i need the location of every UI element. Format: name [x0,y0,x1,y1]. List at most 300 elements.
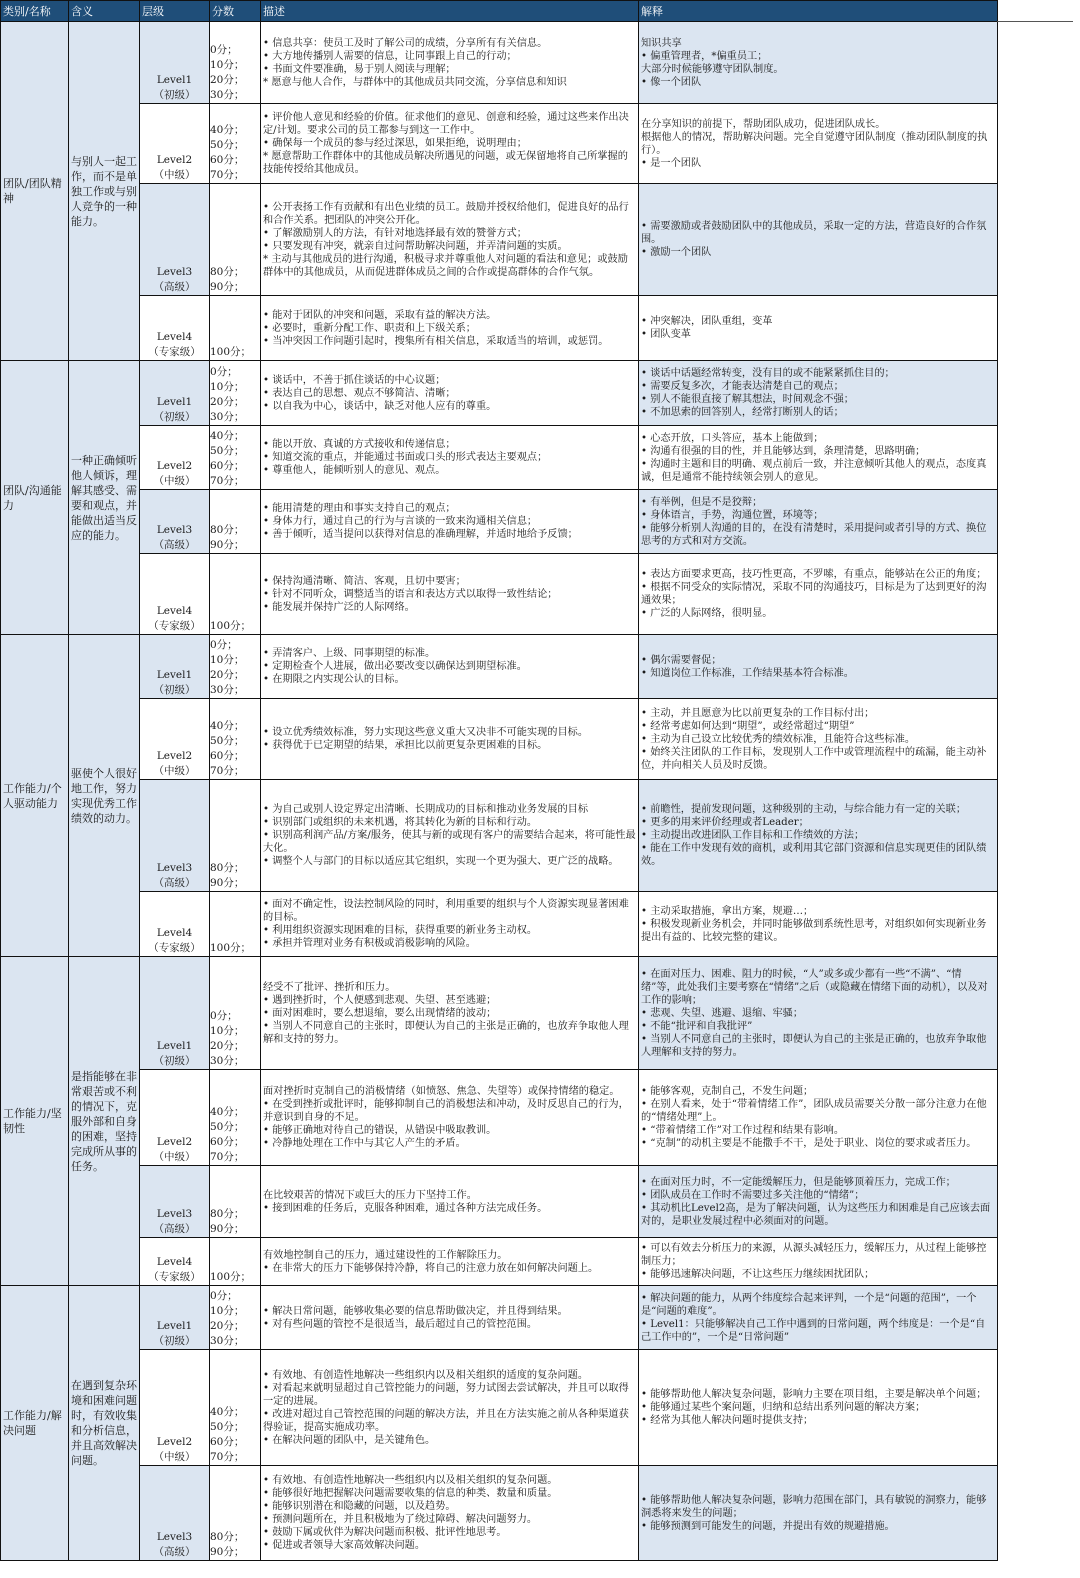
explanation-item: • 悲观、失望、逃避、退缩、牢骚； [641,1007,804,1019]
level-grade: （高级） [153,877,196,889]
description-item: • 对有些问题的管控不是很适当，最后超过自己的管控范围。 [263,1318,538,1330]
description-item: • 了解激励别人的方法，有针对地选择最有效的赞誉方式； [263,227,527,239]
description-item: • 善于倾听，适当提问以获得对信息的准确理解，并适时地给予反馈； [263,529,578,540]
explanation-cell [639,184,998,296]
explanation-cell [639,635,998,699]
score-value: 70分； [210,1451,245,1463]
score-value: 20分； [210,74,245,86]
score-value: 60分； [210,154,245,166]
score-value: 40分； [210,1106,245,1118]
explanation-item: • 别人不能很直接了解其想法，时间观念不强； [641,394,854,405]
explanation-item: • 能够迅速解决问题，不让这些压力继续困扰团队； [641,1269,875,1280]
description-cell [261,184,639,296]
table-row [1,296,998,361]
explanation-cell [639,361,998,426]
description-item: * 愿意与他人合作，与群体中的其他成员共同交流，分享信息和知识 [263,76,567,88]
level-cell [140,1350,210,1466]
description-item: • 能够正确地对待自己的错误，从错误中吸取教训。 [263,1125,497,1136]
category-name: 工作能力/坚韧性 [1,957,69,1286]
description-item: • 知道交流的重点，并能通过书面或口头的形式表达主要观点； [263,452,548,463]
explanation-item: • 当别人不同意自己的主张时，即便认为自己的主张是正确的，也放弃争取他人理解和支持的努力。 [641,1033,987,1058]
description-item: • 为自己或别人设定界定出清晰、长期成功的目标和推动业务发展的目标 [263,804,589,815]
score-value: 0分； [210,1290,238,1302]
description-item: • 当冲突因工作问题引起时，搜集所有相关信息，采取适当的培训，或惩罚。 [263,335,609,347]
level-grade: （中级） [153,169,196,181]
description-cell [261,22,639,104]
explanation-item: • 其动机比Level2高，是为了解决问题，认为这些压力和困难是自己应该去面对的，是职业发展过程中必须面对的问题。 [641,1202,991,1227]
level-cell [140,1238,210,1286]
table-row [1,361,998,426]
category-definition: 是指能够在非常艰苦或不利的情况下，克服外部和自身的困难，坚持完成所从事的任务。 [69,957,140,1286]
score-value: 50分； [210,735,245,747]
description-item: • 尊重他人，能倾听别人的意见、观点。 [263,465,446,476]
score-value: 10分； [210,381,245,393]
explanation-item: • 在面对压力、困难、阻力的时候，“人”或多或少都有一些“不满”、“情绪”等，此处我们主要考察在“情绪”之后（或隐藏在情绪下面的动机），以及对工作的影响； [641,968,988,1006]
explanation-item: • 广泛的人际网络，很明显。 [641,608,773,619]
table-row [1,1166,998,1238]
header-extension-line [997,21,1073,22]
description-item: • 大方地传播别人需要的信息，让同事跟上自己的行动； [263,50,517,62]
explanation-cell [639,892,998,957]
level-name: Level3 [156,1208,193,1220]
score-value: 30分； [210,411,245,423]
level-name: Level1 [156,669,193,681]
level-name: Level4 [156,605,193,617]
category-definition: 一种正确倾听他人倾诉，理解其感受、需要和观点，并能做出适当反应的能力。 [69,361,140,635]
description-item: • 面对困难时，要么想退缩，要么出现情绪的波动； [263,1007,497,1019]
explanation-item: • “带着情绪工作”对工作过程和结果有影响。 [641,1125,845,1136]
explanation-item: • 前瞻性，提前发现问题，这种级别的主动，与综合能力有一定的关联； [641,804,967,815]
explanation-cell [639,1238,998,1286]
description-item: • 在受到挫折或批评时，能够抑制自己的消极想法和冲动，及时反思自己的行为，并意识到自身的不足。 [263,1099,629,1123]
score-value: 60分； [210,1136,245,1148]
score-cell [210,699,261,780]
category-definition: 在遇到复杂环境和困难问题时，有效收集和分析信息，并且高效解决问题。 [69,1286,140,1561]
description-item: • 促进或者领导大家高效解决问题。 [263,1540,426,1551]
explanation-cell [639,1466,998,1561]
level-grade: （专家级） [148,942,201,954]
score-cell [210,554,261,635]
level-grade: （专家级） [148,1271,201,1283]
score-value: 90分； [210,1546,245,1558]
explanation-item: 大部分时候能够遵守团队制度。 [641,63,784,75]
description-item: * 主动与其他成员的进行沟通，积极寻求并尊重他人对问题的看法和意见；或鼓励 群体中的其他成员，从而促进群体成员之间的合作或提高群体的合作气氛。 [263,253,628,278]
score-value: 20分； [210,1320,245,1332]
level-cell [140,490,210,554]
explanation-item: • 沟通有很强的目的性，并且能够达到，条理清楚，思路明确； [641,445,926,457]
score-value: 50分； [210,1421,245,1433]
description-item: • 保持沟通清晰、简洁、客观，且切中要害； [263,575,466,587]
description-item: • 设立优秀绩效标准，努力实现这些意义重大又决非不可能实现的目标。 [263,727,589,738]
explanation-item: • 身体语言，手势，沟通位置，环境等； [641,509,824,521]
level-cell [140,1466,210,1561]
score-value: 70分； [210,1151,245,1163]
table-row [1,1070,998,1166]
description-item: 在比较艰苦的情况下或巨大的压力下坚持工作。 [263,1189,477,1201]
description-item: • 接到困难的任务后，克服各种困难，通过各种方法完成任务。 [263,1202,548,1214]
explanation-item: • 像一个团队 [641,76,702,88]
explanation-cell [639,957,998,1070]
score-value: 90分； [210,877,245,889]
level-grade: （高级） [153,539,196,551]
explanation-cell [639,1070,998,1166]
explanation-item: • 解决问题的能力，从两个纬度综合起来评判，一个是“问题的范围”，一个是“问题的难度”。 [641,1292,977,1317]
score-cell [210,1466,261,1561]
description-item: • 确保每一个成员的参与经过深思，如果拒绝，说明理由； [263,138,527,149]
score-value: 90分； [210,281,245,293]
description-cell [261,892,639,957]
description-item: • 解决日常问题，能够收集必要的信息帮助做决定，并且得到结果。 [263,1305,568,1317]
level-name: Level4 [156,927,193,939]
level-cell [140,1286,210,1350]
level-name: Level3 [156,524,193,536]
explanation-item: • 能够帮助他人解决复杂问题，影响力范围在部门，具有敏锐的洞察力，能够洞悉将来发生的问题； [641,1494,987,1519]
score-value: 30分； [210,89,245,101]
level-grade: （专家级） [148,346,201,358]
score-cell [210,1350,261,1466]
table-row [1,699,998,780]
score-value: 40分； [210,720,245,732]
explanation-item: • 团队成员在工作时不需要过多关注他的“情绪”； [641,1189,865,1201]
level-cell [140,635,210,699]
level-grade: （初级） [153,411,196,423]
level-name: Level2 [156,1436,193,1448]
header-explanation: 解释 [639,1,998,22]
table-row [1,635,998,699]
table-body [1,22,998,1561]
category-name: 工作能力/解决问题 [1,1286,69,1561]
score-value: 50分； [210,139,245,151]
description-cell [261,1466,639,1561]
explanation-item: • 经常为其他人解决问题时提供支持； [641,1415,814,1426]
level-name: Level2 [156,750,193,762]
score-value: 70分； [210,765,245,777]
explanation-item: 根据他人的情况，帮助解决问题。完全自觉遵守团队制度（推动团队制度的执行）。 [641,131,988,156]
description-item: • 公开表扬工作有贡献和有出色业绩的员工。鼓励并授权给他们，促进良好的品行和合作关系。把团队的冲突公开化。 [263,201,629,226]
explanation-item: • 能够帮助他人解决复杂问题，影响力主要在项目组，主要是解决单个问题； [641,1389,987,1400]
explanation-item: • 在面对压力时，不一定能缓解压力，但是能够顶着压力，完成工作； [641,1176,956,1188]
score-value: 40分； [210,1406,245,1418]
score-cell [210,184,261,296]
score-cell [210,296,261,361]
description-cell [261,490,639,554]
score-value: 80分； [210,524,245,536]
explanation-item: • 团队变革 [641,329,691,340]
category-name: 工作能力/个人驱动能力 [1,635,69,957]
description-item: 经受不了批评、挫折和压力。 [263,981,396,993]
score-value: 0分； [210,366,238,378]
explanation-item: • 主动为自己设立比较优秀的绩效标准，且能符合这些标准。 [641,733,916,745]
description-item: • 有效地、有创造性地解决一些组织内以及相关组织的适度的复杂问题。 [263,1369,589,1381]
score-value: 100分； [210,942,252,954]
score-value: 20分； [210,669,245,681]
description-item: • 能用清楚的理由和事实支持自己的观点； [263,503,456,514]
level-name: Level1 [156,396,193,408]
description-item: • 评价他人意见和经验的价值。征求他们的意见、创意和经验，通过这些来作出决定/计划。要求公司的员工都参与到这一工作中。 [263,112,629,136]
explanation-item: • 能够客观，克制自己，不发生问题； [641,1086,814,1097]
explanation-item: • 不能“批评和自我批评” [641,1020,753,1032]
level-name: Level4 [156,331,193,343]
explanation-item: • “克制”的动机主要是不能撒手不干，是处于职业、岗位的要求或者压力。 [641,1138,977,1149]
level-grade: （高级） [153,281,196,293]
explanation-item: 在分享知识的前提下，帮助团队成功，促进团队成长。 [641,118,886,130]
level-grade: （高级） [153,1546,196,1558]
explanation-cell [639,554,998,635]
level-grade: （初级） [153,89,196,101]
description-item: • 遇到挫折时，个人便感到悲观、失望、甚至逃避； [263,994,497,1006]
description-item: • 对看起来就明显超过自己管控能力的问题，努力试图去尝试解决，并且可以取得一定的进展。 [263,1382,629,1407]
explanation-item: • 可以有效去分析压力的来源，从源头减轻压力，缓解压力，从过程上能够控制压力； [641,1243,987,1267]
explanation-item: • 需要激励或者鼓励团队中的其他成员，采取一定的方法，营造良好的合作氛围。 [641,221,987,245]
score-value: 100分； [210,1271,252,1283]
explanation-item: • 主动提出改进团队工作目标和工作绩效的方法； [641,830,865,841]
level-cell [140,699,210,780]
description-item: • 能以开放、真诚的方式接收和传递信息； [263,439,456,450]
score-value: 90分； [210,539,245,551]
score-cell [210,426,261,490]
table-row [1,892,998,957]
score-value: 80分； [210,266,245,278]
level-grade: （中级） [153,475,196,487]
description-cell [261,699,639,780]
description-item: • 只要发现有冲突，就亲自过问帮助解决问题，并弄清问题的实质。 [263,240,568,252]
level-name: Level1 [156,1040,193,1052]
level-cell [140,1166,210,1238]
description-item: 面对挫折时克制自己的消极情绪（如愤怒、焦急、失望等）或保持情绪的稳定。 [263,1086,620,1097]
explanation-cell [639,104,998,184]
table-row [1,184,998,296]
explanation-cell [639,22,998,104]
score-cell [210,957,261,1070]
level-name: Level2 [156,460,193,472]
description-item: • 弄清客户、上级、同事期望的标准。 [263,648,436,659]
score-value: 30分； [210,1335,245,1347]
level-name: Level4 [156,1256,193,1268]
explanation-cell [639,1350,998,1466]
level-cell [140,22,210,104]
score-value: 90分； [210,1223,245,1235]
explanation-item: • 主动，并且愿意为比以前更复杂的工作目标付出； [641,707,875,719]
score-value: 20分； [210,1040,245,1052]
description-cell [261,554,639,635]
explanation-item: • 经常考虑如何达到“期望”，或经常超过“期望” [641,720,855,732]
explanation-item: • 是一个团队 [641,157,702,169]
score-value: 20分； [210,396,245,408]
level-cell [140,554,210,635]
table-row [1,957,998,1070]
table-row [1,1238,998,1286]
score-value: 80分； [210,1208,245,1220]
explanation-item: • 知道岗位工作标准，工作结果基本符合标准。 [641,667,854,679]
description-item: • 表达自己的思想、观点不够简洁、清晰； [263,387,456,399]
explanation-item: • Level1：只能够解决自己工作中遇到的日常问题，两个纬度是：一个是“自己工作中的”，一个是“日常问题” [641,1318,986,1343]
description-cell [261,1166,639,1238]
description-item: • 在期限之内实现公认的目标。 [263,674,405,685]
score-value: 10分； [210,1025,245,1037]
description-item: • 谈话中，不善于抓住谈话的中心议题； [263,374,446,386]
score-value: 30分； [210,1055,245,1067]
description-item: • 获得优于已定期望的结果，承担比以前更复杂更困难的目标。 [263,740,548,751]
score-value: 0分； [210,1010,238,1022]
explanation-item: • 能够通过某些个案问题，归纳和总结出系列问题的解决方案； [641,1402,926,1413]
level-cell [140,780,210,892]
level-cell [140,184,210,296]
level-name: Level3 [156,862,193,874]
score-cell [210,490,261,554]
explanation-cell [639,490,998,554]
level-cell [140,361,210,426]
explanation-item: • 有举例，但是不是狡辩； [641,496,763,508]
explanation-item: • 能在工作中发现有效的商机，或利用其它部门资源和信息实现更佳的团队绩效。 [641,843,987,867]
level-name: Level3 [156,266,193,278]
score-cell [210,1286,261,1350]
explanation-item: • 偶尔需要督促； [641,654,722,666]
category-definition: 与别人一起工作，而不是单独工作或与别人竞争的一种能力。 [69,22,140,361]
explanation-cell [639,426,998,490]
explanation-item: • 根据不同受众的实际情况，采取不同的沟通技巧，目标是为了达到更好的沟通效果； [641,582,987,606]
score-cell [210,1166,261,1238]
score-cell [210,361,261,426]
header-meaning: 含义 [69,1,140,22]
description-cell [261,635,639,699]
score-value: 40分； [210,124,245,136]
score-value: 10分； [210,59,245,71]
level-cell [140,296,210,361]
description-item: • 针对不同听众，调整适当的语言和表达方式以取得一致性结论； [263,588,558,600]
explanation-item: • 冲突解决，团队重组，变革 [641,316,773,327]
level-cell [140,957,210,1070]
description-item: • 在解决问题的团队中，是关键角色。 [263,1434,436,1446]
score-value: 30分； [210,684,245,696]
description-cell [261,780,639,892]
explanation-cell [639,1286,998,1350]
description-item: • 书面文件要准确，易于别人阅读与理解； [263,63,456,75]
explanation-item: • 始终关注团队的工作目标，发现别人工作中或管理流程中的疏漏，能主动补位，并向相关人员及时反馈。 [641,746,987,771]
header-category: 类别/名称 [1,1,69,22]
explanation-item: • 不加思索的回答别人，经常打断别人的话； [641,407,844,418]
explanation-item: • 积极发现新业务机会，并同时能够做到系统性思考，对组织如何实现新业务提出有益的、比较完整的建议。 [641,918,987,943]
level-grade: （初级） [153,684,196,696]
description-cell [261,104,639,184]
score-value: 10分； [210,1305,245,1317]
description-cell [261,957,639,1070]
score-value: 40分； [210,430,245,442]
explanation-item: • 需要反复多次，才能表达清楚自己的观点； [641,381,844,392]
description-item: • 在非常大的压力下能够保持冷静，将自己的注意力放在如何解决问题上。 [263,1262,599,1274]
description-cell [261,361,639,426]
score-cell [210,635,261,699]
description-item: • 有效地、有创造性地解决一些组织内以及相关组织的复杂问题。 [263,1475,558,1486]
description-cell [261,1350,639,1466]
level-cell [140,892,210,957]
description-cell [261,1286,639,1350]
description-item: • 当别人不同意自己的主张时，即便认为自己的主张是正确的，也放弃争取他人理解和支持的努力。 [263,1020,629,1045]
level-grade: （中级） [153,1151,196,1163]
level-grade: （中级） [153,765,196,777]
score-value: 100分； [210,346,252,358]
description-cell [261,1070,639,1166]
score-value: 80分； [210,1531,245,1543]
description-item: • 能够很好地把握解决问题需要收集的信息的种类、数量和质量。 [263,1488,558,1499]
level-name: Level1 [156,1320,193,1332]
description-item: • 识别高利润产品/方案/服务，使其与新的或现有客户的需要结合起来，将可能性最大化。 [263,830,636,854]
description-item: • 冷静地处理在工作中与其它人产生的矛盾。 [263,1138,466,1149]
level-cell [140,1070,210,1166]
level-cell [140,104,210,184]
level-grade: （初级） [153,1055,196,1067]
explanation-item: • 更多的用来评价经理或者Leader； [641,817,809,828]
description-item: * 愿意帮助工作群体中的其他成员解决所遇见的问题，或无保留地将自己所掌握的 技能传授给其他成员。 [263,151,628,175]
explanation-cell [639,296,998,361]
description-item: • 能发展并保持广泛的人际网络。 [263,601,415,613]
description-item: • 身体力行，通过自己的行为与言谈的一致来沟通相关信息； [263,516,538,527]
description-item: • 定期检查个人进展，做出必要改变以确保达到期望标准。 [263,661,527,672]
score-value: 10分； [210,654,245,666]
explanation-item: • 激励一个团队 [641,247,712,258]
category-name: 团队/团队精神 [1,22,69,361]
score-cell [210,892,261,957]
table-row [1,780,998,892]
score-value: 50分； [210,445,245,457]
score-value: 0分； [210,639,238,651]
score-value: 80分； [210,862,245,874]
level-name: Level1 [156,74,193,86]
score-value: 60分； [210,1436,245,1448]
level-cell [140,426,210,490]
score-cell [210,780,261,892]
description-item: • 以自我为中心，谈话中，缺乏对他人应有的尊重。 [263,400,497,412]
description-item: • 能对于团队的冲突和问题，采取有益的解决方法。 [263,309,497,321]
score-value: 50分； [210,1121,245,1133]
score-value: 60分； [210,750,245,762]
description-cell [261,296,639,361]
table-row [1,554,998,635]
explanation-item: • 谈话中话题经常转变，没有目的或不能紧紧抓住目的； [641,368,895,379]
table-row [1,1350,998,1466]
explanation-item: • 能够分析别人沟通的目的，在没有清楚时，采用提问或者引导的方式、换位思考的方式和对方交流。 [641,522,987,547]
score-value: 70分； [210,475,245,487]
explanation-item: • 心态开放，口头答应，基本上能做到； [641,432,824,444]
table-row [1,426,998,490]
explanation-item: • 表达方面要求更高，技巧性更高，不罗嗦，有重点，能够站在公正的角度； [641,569,987,580]
score-value: 100分； [210,620,252,632]
description-item: • 预测问题所在，并且积极地为了绕过障碍、解决问题努力。 [263,1514,538,1525]
score-cell [210,22,261,104]
score-cell [210,104,261,184]
explanation-item: • 偏重管理者，*偏重员工； [641,50,768,62]
score-value: 0分； [210,44,238,56]
level-grade: （中级） [153,1451,196,1463]
description-item: • 信息共享：使员工及时了解公司的成绩，分享所有有关信息。 [263,37,548,49]
level-grade: （初级） [153,1335,196,1347]
score-cell [210,1238,261,1286]
explanation-cell [639,699,998,780]
score-value: 70分； [210,169,245,181]
description-item: • 面对不确定性，设法控制风险的同时，利用重要的组织与个人资源实现显著困难的目标。 [263,899,629,923]
header-level: 层级 [140,1,210,22]
category-definition: 驱使个人很好地工作，努力实现优秀工作绩效的动力。 [69,635,140,957]
level-grade: （专家级） [148,620,201,632]
explanation-item: 知识共享 [641,37,682,49]
table-row [1,1466,998,1561]
header-score: 分数 [210,1,261,22]
level-grade: （高级） [153,1223,196,1235]
level-name: Level3 [156,1531,193,1543]
description-item: 有效地控制自己的压力，通过建设性的工作解除压力。 [263,1249,508,1261]
table-row [1,104,998,184]
description-item: • 利用组织资源实现困难的目标，获得重要的新业务主动权。 [263,925,538,936]
explanation-item: • 能够预测到可能发生的问题，并提出有效的规避措施。 [641,1520,895,1532]
